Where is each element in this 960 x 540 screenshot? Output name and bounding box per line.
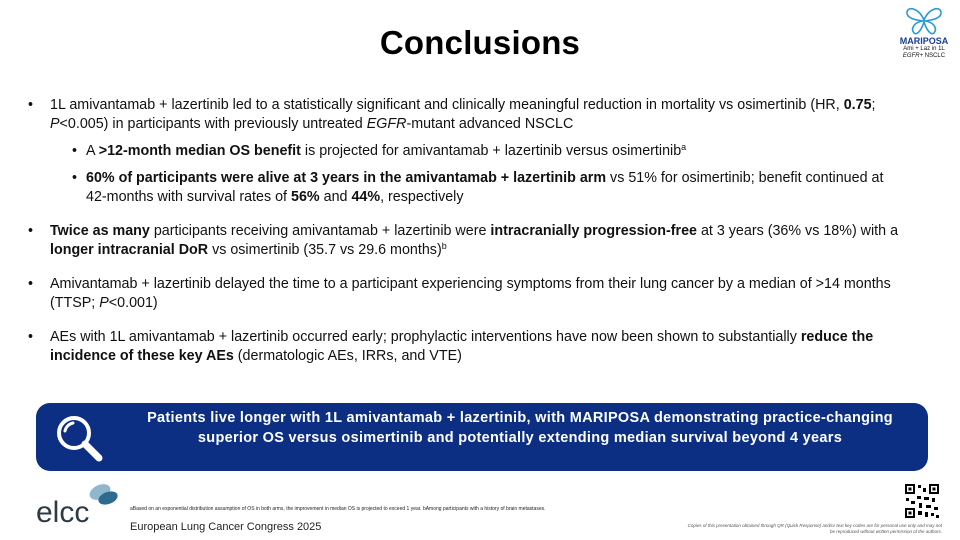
mariposa-badge xyxy=(894,6,954,60)
conclusions-list xyxy=(28,96,908,381)
bullet-adverse-events: • AEs with 1L amivantamab + lazertinib occurred early; prophylactic interventions have now been shown to substantially reduce the incidence of these key AEs (dermatologic AEs, IRRs, and VTE) xyxy=(28,328,908,366)
bullet-ttsp: • Amivantamab + lazertinib delayed the time to a participant experiencing symptoms from their lung cancer by a median of >14 months (TTSP; P<0.001) xyxy=(28,275,908,313)
elcc-logo xyxy=(36,482,126,529)
sub-bullet-survival: • 60% of participants were alive at 3 years in the amivantamab + lazertinib arm vs 51% for osimertinib; benefit continued at 42-months with survival rates of 56% and 44%, respectively xyxy=(50,169,908,207)
badge-line2: EGFR+ NSCLC xyxy=(902,53,946,59)
butterfly-icon xyxy=(905,6,943,36)
sub-bullet-os-benefit: • A >12-month median OS benefit is projected for amivantamab + lazertinib versus osimertinib$^a$ xyxy=(50,142,908,161)
congress-name: European Lung Cancer Congress 2025 xyxy=(130,521,322,533)
svg-text:elcc: elcc xyxy=(36,496,90,524)
slide-title: Conclusions xyxy=(379,24,581,61)
banner-text: Patients live longer with 1L amivantamab + lazertinib, with MARIPOSA demonstrating practice-changing superior OS versus osimertinib and potentially extending median survival beyond 4 years xyxy=(147,410,893,446)
bullet-intracranial: • Twice as many participants receiving amivantamab + lazertinib were intracranially progression-free at 3 years (36% vs 18%) with a longer intracranial DoR vs osimertinib (35.7 vs 29.6 months)$^b$ xyxy=(28,222,908,260)
bullet-mortality: • 1L amivantamab + lazertinib led to a statistically significant and clinically meaningful reduction in mortality vs osimertinib (HR, 0.75; P<0.005) in participants with previously untreated EGFR-mutant advanced NSCLC • A >12-month median OS benefit is projected for amivantamab + lazertinib versus osimertinib$^a$ • 60% of participants were alive at 3 years in the amivantamab + lazertinib arm vs 51% for osimertinib; benefit continued at 42-months with survival rates of 56% and 44%, respectively xyxy=(28,96,908,207)
qr-code-icon[interactable] xyxy=(904,483,940,519)
disclaimer: Copies of this presentation obtained through QR (Quick Response) and/or text key codes are for personal use only and may not be reproduced without written permission of the authors. xyxy=(687,523,942,534)
badge-line1: Ami + Laz in 1L xyxy=(903,46,945,52)
badge-title: MARIPOSA xyxy=(899,36,949,46)
magnifier-icon xyxy=(52,411,106,465)
key-message-banner xyxy=(36,403,928,471)
footnote: aBased on an exponential distribution assumption of OS in both arms, the improvement in median OS is projected to exceed 1 year. bAmong participants with a history of brain metastases. xyxy=(130,506,546,512)
